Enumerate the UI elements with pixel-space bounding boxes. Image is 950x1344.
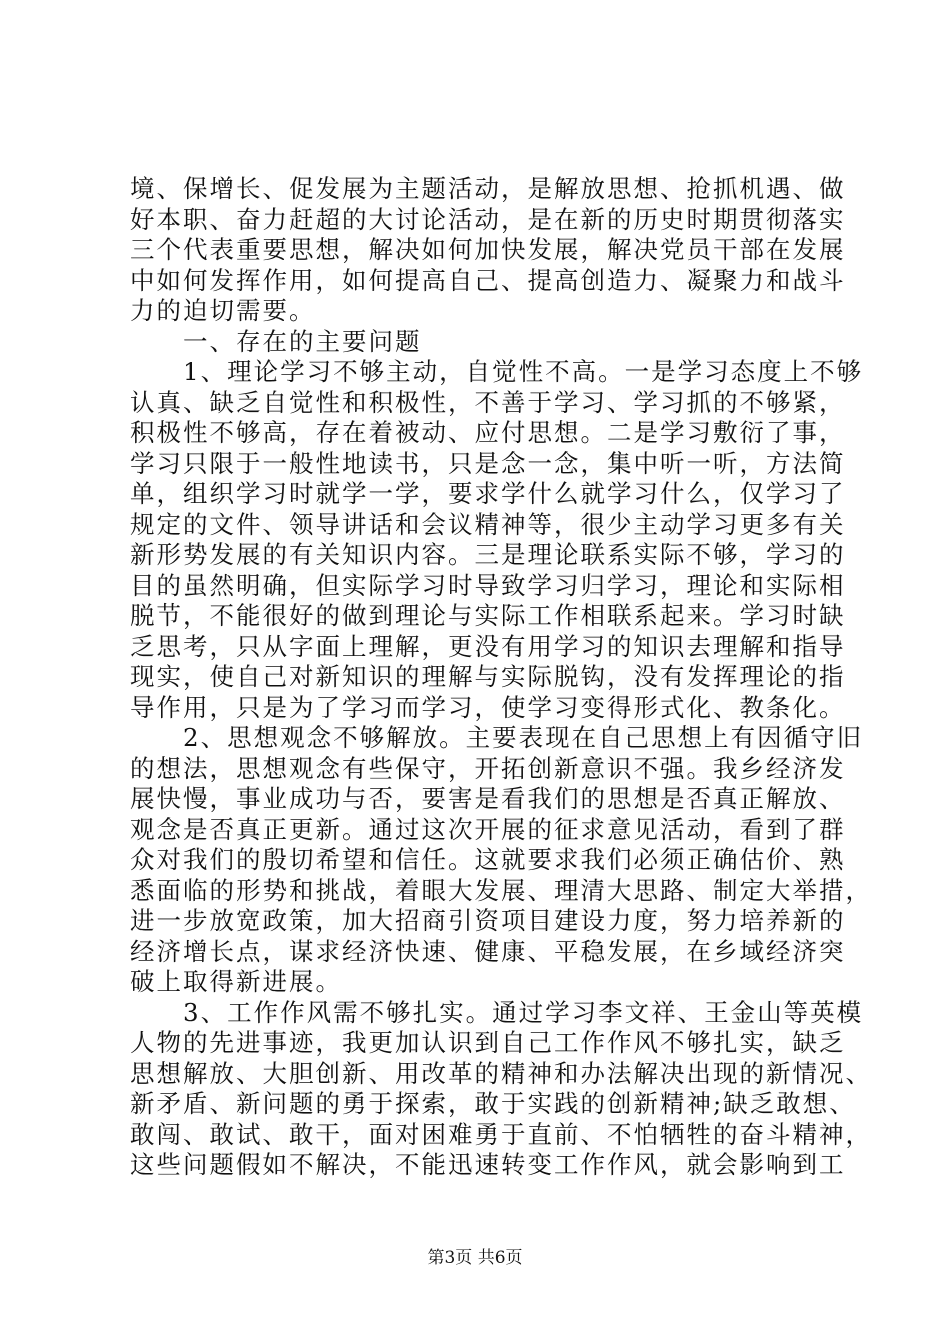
text-line: 中如何发挥作用，如何提高自己、提高创造力、凝聚力和战斗 <box>130 265 846 295</box>
text-line: 经济增长点，谋求经济快速、健康、平稳发展，在乡域经济突 <box>130 936 846 966</box>
text-line: 观念是否真正更新。通过这次开展的征求意见活动，看到了群 <box>130 814 846 844</box>
section-heading: 一、存在的主要问题 <box>183 326 422 356</box>
text-line: 导作用，只是为了学习而学习，使学习变得形式化、教条化。 <box>130 692 846 722</box>
text-line: 这些问题假如不解决，不能迅速转变工作作风，就会影响到工 <box>130 1150 846 1179</box>
text-line: 的想法，思想观念有些保守，开拓创新意识不强。我乡经济发 <box>130 753 846 783</box>
text-line: 新矛盾、新问题的勇于探索，敢于实践的创新精神;缺乏敢想、 <box>130 1089 856 1118</box>
text-line: 新形势发展的有关知识内容。三是理论联系实际不够，学习的 <box>130 540 846 569</box>
text-line: 进一步放宽政策，加大招商引资项目建设力度，努力培养新的 <box>130 906 846 935</box>
text-line: 积极性不够高，存在着被动、应付思想。二是学习敷衍了事， <box>130 418 846 447</box>
text-line: 思想解放、大胆创新、用改革的精神和办法解决出现的新情况、 <box>130 1058 872 1088</box>
text-line: 人物的先进事迹，我更加认识到自己工作作风不够扎实，缺乏 <box>130 1028 846 1057</box>
text-line: 脱节，不能很好的做到理论与实际工作相联系起来。学习时缺 <box>130 601 846 630</box>
text-line: 好本职、奋力赶超的大讨论活动，是在新的历史时期贯彻落实 <box>130 204 846 234</box>
text-line: 现实，使自己对新知识的理解与实际脱钩，没有发挥理论的指 <box>130 662 846 691</box>
page-number-footer: 第3页 共6页 <box>427 1248 523 1268</box>
document-body <box>130 174 872 1181</box>
text-line: 众对我们的殷切希望和信任。这就要求我们必须正确估价、熟 <box>130 845 846 874</box>
text-line: 展快慢，事业成功与否，要害是看我们的思想是否真正解放、 <box>130 784 846 813</box>
text-line: 力的迫切需要。 <box>130 296 316 325</box>
text-line: 认真、缺乏自觉性和积极性，不善于学习、学习抓的不够紧， <box>130 387 846 417</box>
text-line: 破上取得新进展。 <box>130 967 342 996</box>
text-line: 学习只限于一般性地读书，只是念一念，集中听一听，方法简 <box>130 448 846 478</box>
text-line: 目的虽然明确，但实际学习时导致学习归学习，理论和实际相 <box>130 570 846 600</box>
text-line: 2、思想观念不够解放。主要表现在自己思想上有因循守旧 <box>183 723 864 752</box>
text-line: 规定的文件、领导讲话和会议精神等，很少主动学习更多有关 <box>130 509 846 539</box>
text-line: 单，组织学习时就学一学，要求学什么就学习什么，仅学习了 <box>130 479 846 508</box>
text-line: 1、理论学习不够主动，自觉性不高。一是学习态度上不够 <box>183 357 864 386</box>
text-line: 敢闯、敢试、敢干，面对困难勇于直前、不怕牺牲的奋斗精神， <box>130 1119 872 1149</box>
text-line: 乏思考，只从字面上理解，更没有用学习的知识去理解和指导 <box>130 631 846 661</box>
text-line: 悉面临的形势和挑战，着眼大发展、理清大思路、制定大举措， <box>130 875 872 905</box>
text-line: 三个代表重要思想，解决如何加快发展，解决党员干部在发展 <box>130 235 846 264</box>
text-line: 3、工作作风需不够扎实。通过学习李文祥、王金山等英模 <box>183 997 864 1027</box>
text-line: 境、保增长、促发展为主题活动，是解放思想、抢抓机遇、做 <box>130 174 846 203</box>
